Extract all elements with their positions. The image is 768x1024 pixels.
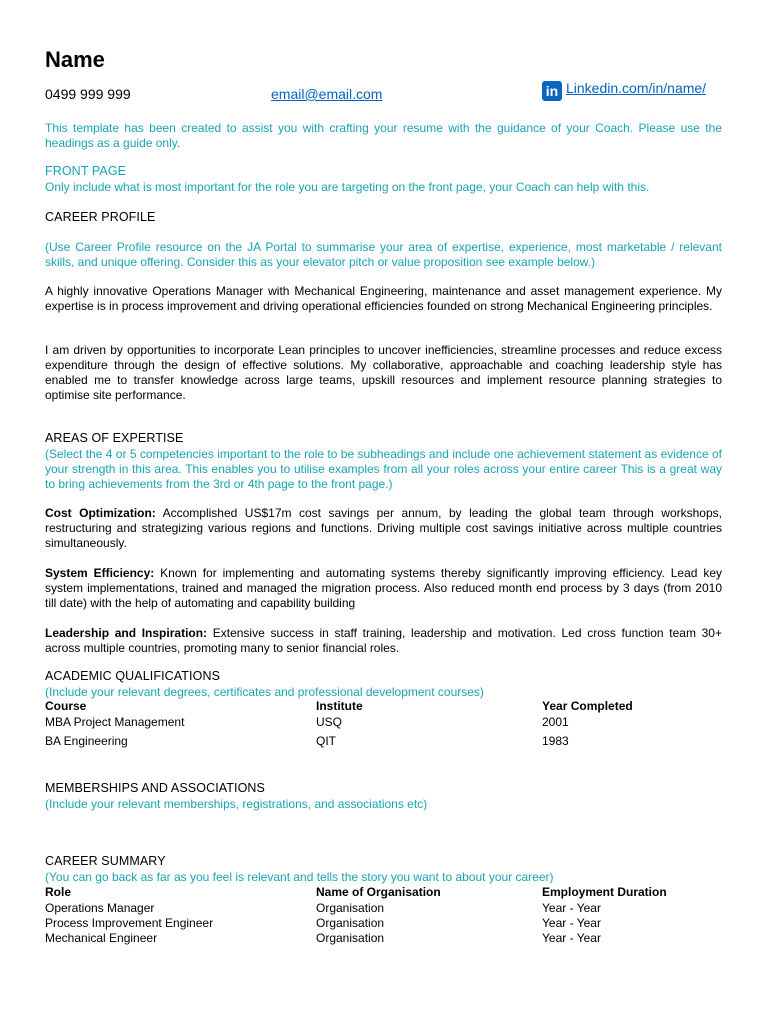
academic-row-year: 2001 [542, 715, 569, 729]
expertise-item-title: System Efficiency: [45, 566, 155, 580]
academic-row-course: MBA Project Management [45, 715, 185, 729]
career-row-duration: Year - Year [542, 916, 601, 930]
academic-heading: ACADEMIC QUALIFICATIONS [45, 669, 221, 683]
academic-col-institute: Institute [316, 699, 363, 713]
academic-row-course: BA Engineering [45, 734, 128, 748]
career-summary-guidance: (You can go back as far as you feel is relevant and tells the story you want to about your career) [45, 870, 554, 884]
expertise-item-title: Cost Optimization: [45, 506, 156, 520]
expertise-item-title: Leadership and Inspiration: [45, 626, 208, 640]
areas-of-expertise-heading: AREAS OF EXPERTISE [45, 431, 184, 445]
expertise-item [45, 506, 722, 551]
candidate-name: Name [45, 47, 105, 72]
linkedin-link[interactable]: Linkedin.com/in/name/ [566, 80, 707, 96]
expertise-item [45, 566, 722, 611]
memberships-heading: MEMBERSHIPS AND ASSOCIATIONS [45, 781, 265, 795]
academic-row-year: 1983 [542, 734, 569, 748]
academic-row-institute: USQ [316, 715, 343, 729]
front-page-guidance: Only include what is most important for the role you are targeting on the front page, your Coach can help with this. [45, 180, 650, 194]
career-row-organisation: Organisation [316, 901, 385, 915]
phone-number: 0499 999 999 [45, 86, 131, 102]
expertise-item-text: Extensive success in staff training, leadership and motivation. Led cross function team 30+ across multiple countries, promoting many to senior financial roles. [45, 626, 722, 655]
career-profile-paragraph-2: I am driven by opportunities to incorporate Lean principles to uncover inefficiencies, streamline processes and reduce excess expenditure through the design of effective solutions. My collaborative, approachable and coaching leadership style has enabled me to transfer knowledge across large teams, upskill resources and implement resource planning strategies to optimise site performance. [45, 343, 722, 402]
expertise-item-text: Accomplished US$17m cost savings per annum, by leading the global team through workshops, restructuring and strategizing various regions and functions. Driving multiple cost savings initiative across multiple countries simultaneously. [45, 506, 722, 550]
academic-row-institute: QIT [316, 734, 336, 748]
expertise-item-text: Known for implementing and automating systems thereby significantly improving efficiency. Lead key system implementations, trained and managed the migration process. Also reduced month end process by 3 days (from 2010 till date) with the help of automating and capability building [45, 566, 722, 610]
linkedin-icon: in [542, 81, 562, 101]
front-page-heading: FRONT PAGE [45, 164, 127, 178]
career-profile-heading: CAREER PROFILE [45, 210, 156, 224]
career-col-organisation: Name of Organisation [316, 885, 441, 899]
academic-col-course: Course [45, 699, 87, 713]
expertise-item [45, 626, 722, 656]
academic-col-year: Year Completed [542, 699, 633, 713]
intro-guidance: This template has been created to assist you with crafting your resume with the guidance of your Coach. Please use the headings as a guide only. [45, 121, 722, 150]
career-profile-guidance: (Use Career Profile resource on the JA Portal to summarise your area of expertise, experience, most marketable / relevant skills, and unique offering. Consider this as your elevator pitch or value proposition see example below.) [45, 240, 722, 269]
career-row-organisation: Organisation [316, 916, 385, 930]
career-row-duration: Year - Year [542, 931, 601, 945]
career-row-role: Process Improvement Engineer [45, 916, 214, 930]
career-col-role: Role [45, 885, 72, 899]
areas-of-expertise-guidance: (Select the 4 or 5 competencies important to the role to be subheadings and include one achievement statement as evidence of your strength in this area. This enables you to utilise examples from all your roles across your entire career This is a great way to bring achievements from the 3rd or 4th page to the front page.) [45, 447, 722, 491]
email-link[interactable]: email@email.com [271, 86, 383, 102]
career-row-role: Mechanical Engineer [45, 931, 158, 945]
career-profile-paragraph-1: A highly innovative Operations Manager with Mechanical Engineering, maintenance and asset management experience. My expertise is in process improvement and driving operational efficiencies founded on strong Mechanical Engineering principles. [45, 284, 722, 313]
career-row-role: Operations Manager [45, 901, 155, 915]
career-row-organisation: Organisation [316, 931, 385, 945]
academic-guidance: (Include your relevant degrees, certificates and professional development courses) [45, 685, 484, 699]
career-summary-heading: CAREER SUMMARY [45, 854, 166, 868]
career-col-duration: Employment Duration [542, 885, 667, 899]
memberships-guidance: (Include your relevant memberships, registrations, and associations etc) [45, 797, 428, 811]
career-row-duration: Year - Year [542, 901, 601, 915]
linkedin-contact[interactable] [542, 80, 706, 101]
